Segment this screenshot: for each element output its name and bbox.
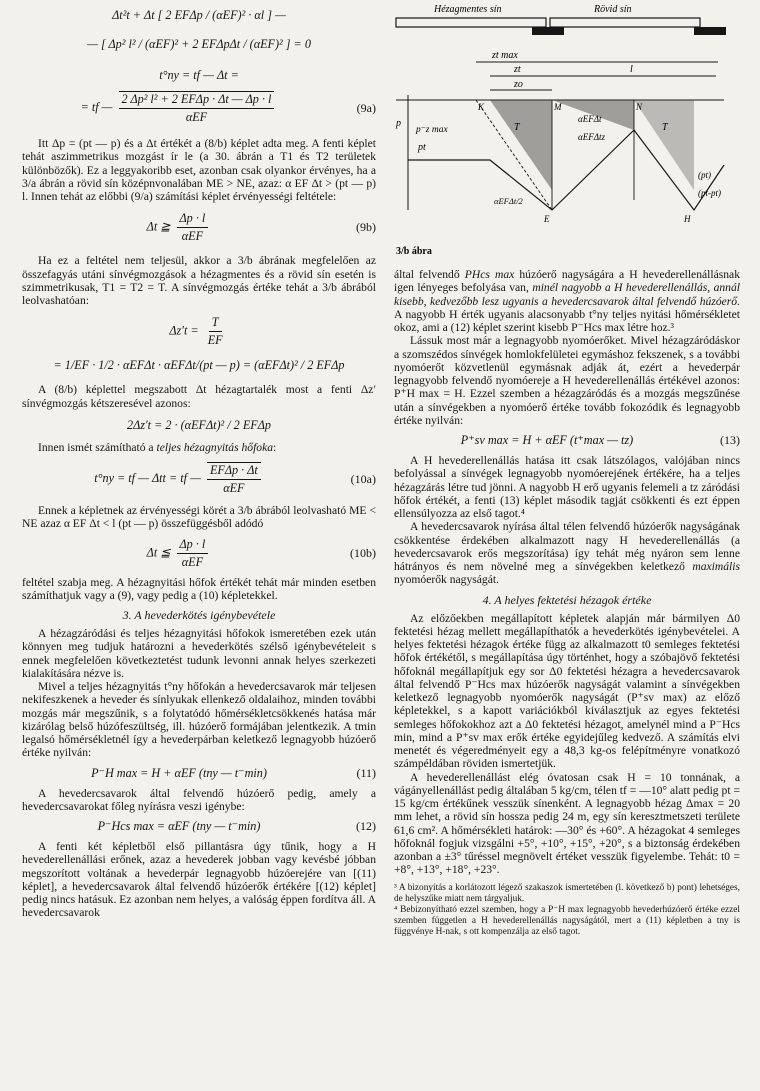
continuous-rail [396,18,546,27]
figure-caption: 3/b ábra [396,246,432,257]
equation-fraction [207,462,261,496]
paragraph: Itt Δp = (pt — p) és a Δt értékét a (8/b) képlet adta meg. A fenti képlet tehát aszimmetrikus mozgást ír le (a 30. ábrán a T1 és T2 területek különbözők). Ez a leggyakoribb eset, azonban csak olyankor érvényes, ha a 3/a ábrán a rövid sín középnvonalában ME > NE, azaz: α EF Δt > (pt — p) l. Innen tehát az előbbi (9/a) számítási képlet érvényességi feltétele: [22,137,376,203]
section-heading: 4. A helyes fektetési hézagok értéke [482,592,652,607]
equation-text: P⁺sv max = H + αEF (t⁺max — tz) [460,433,634,447]
equation-denominator: EF [207,333,223,348]
equation-2dz [22,418,376,433]
short-rail [550,18,700,27]
dimension-label: zo [514,79,523,90]
equation-lhs: t°ny = tf — Δtt = tf — [94,470,201,485]
paragraph: Ennek a képletnek az érvényességi körét a 3/b ábrából leolvasható ME < NE azaz α EF Δt < l (pt — p) összefüggésből adódó [22,504,376,531]
equation-text: 2Δz′t = 2 · (αEFΔt)² / 2 EFΔp [127,417,271,432]
paragraph [394,268,740,334]
footnote: ³ A bizonyítás a korlátozott légező szakaszok ismertetében (l. következő b) pont) lehetséges, de helyszűke miatt nem tárgyaljuk. [394,882,740,904]
figure-3b [394,0,740,262]
figure-label: (pt-pt) [698,188,721,198]
right-column [394,0,740,938]
equation-dz-expanded [22,358,376,373]
text: nyomóerők nagyságát. [394,573,499,587]
hatched-area [634,100,694,190]
fishplate [694,27,726,35]
dimension-label: zt [514,64,521,75]
emphasis-text: maximális [692,560,740,573]
figure-label: αEFΔt/2 [494,196,523,206]
figure-label: pt [418,142,426,153]
equation-text: Δt²t + Δt [ 2 EFΔp / (αEF)² · αl ] — [112,8,286,22]
equation-number: (9a) [356,100,376,115]
equation-denominator: αEF [181,554,204,569]
equation-9a [22,91,376,125]
equation-10a [22,462,376,496]
figure-label: αEFΔtz [578,132,606,142]
figure-label: T [514,122,520,133]
dimension-label: zt max [492,50,518,61]
emphasis-text: minél nagyobb a H hevederellenállás, annál kisebb, kedvezőbb lesz ugyanis a hevedercsavarok által felvendő húzóerő. [394,281,740,308]
equation-text: P⁻Hcs max = αEF (tny — t⁻min) [97,819,261,833]
figure-label: αEFΔt [578,114,602,124]
equation-top-line-2 [22,37,376,52]
paragraph: Lássuk most már a legnagyobb nyomóerőket. Mivel hézagzáródáskor a szomszédos sínvégek homlokfelületei egymáshoz fekszenek, s a további nyomóerőt közvetlenül egymásnak adják át, ezért a hevederpár legnagyobb felvendő nyomóereje a H hevederellenállás értékével azonos: P⁺H max = H. Ezzel szemben a hézagzáródás és a mozgás megszűnése után a sínvégekben a nyomóerő értéke tovább fokozódik és legnagyobb értéke nyilván: [394,334,740,427]
equation-9b [22,211,376,244]
equation-text: t°ny = tf — Δt = [159,68,239,82]
paragraph [394,520,740,586]
rail-label-short: Rövid sín [594,4,632,15]
dimension-label: l [630,64,633,75]
emphasis-text: PHcs max [464,268,515,281]
figure-label: p [396,118,401,129]
equation-number: (10a) [350,471,376,486]
equation-prefix: = tf — [80,99,113,114]
equation-lhs: Δt ≦ [146,544,171,559]
equation-denominator: αEF [223,481,245,495]
equation-9a-line-1 [22,68,376,83]
equation-11 [22,766,376,781]
text: Innen ismét számítható a [38,440,157,454]
paragraph: A hevedercsavarok által felvendő húzóerő pedig, amely a hevedercsavarokat főleg nyírásra veszi igénybe: [22,786,376,813]
equation-fraction [205,315,226,348]
paragraph: Az előzőekben megállapított képletek alapján már bármilyen Δ0 fektetési hézag mellett megállapíthatók a hevederkötés igénybevételei. A helyes fektetési hézagok értéke függ az alkalmazott t0 semleges fektetési hőfok értékétől, s megállapítása úgy történhet, hogy a szóbajövő fektetési hőfoknál megállapítjuk egy sor Δ0 fektetési hézagra a hevedercsavarok által felvendő P⁻Hcs max húzóerők nagyságát valamint a sínvégekben keletkező legnagyobb nyomóerők nagyságát (P⁺sv max) az előző képletekkel, s a kapott variációkból kiválasztjuk az egyes fektetési semleges hőfokokhoz azt a Δ0 fektetési hézagot, amelynél mind a P⁻Hcs min, mind a P⁺sv max erők értéke egyidejűleg kedvező. A számítás elvi menetét és végeredményeit egy a 48,3 kg-os felépítményre vonatkozó számpéldában röviden ismertetjük. [394,611,740,771]
figure-label: p⁻z max [416,125,448,135]
equation-root: 2 Δp² l² + 2 EFΔp · Δt — Δp · l [119,91,275,109]
text: A hevedercsavarok nyírása által télen felvendő húzóerők nagyságának csökkentése érdekében alkalmazott nagy H hevederellenállás (a hevedercsavarok erős megszorítása) így tehát még nyáron sem lenne hátrányos és nem növelné meg a sínvégekben keletkező [394,520,740,573]
equation-denominator: αEF [181,229,204,244]
figure-label: T [662,122,668,133]
text: : [273,440,277,454]
equation-number: (12) [356,819,376,833]
equation-dz [22,315,376,348]
equation-number: (11) [356,765,376,780]
paragraph: Ha ez a feltétel nem teljesül, akkor a 3/b ábrának megfelelően az összefagyás utáni sínvégmozgások a hézagmentes és a rövid sín esetén is szimmetrikusak, T1 = T2 = T. A sínvégmozgás értéke tehát a 3/b ábrából leolvashatóan: [22,254,376,307]
equation-numerator: Δp · l [177,537,209,554]
paragraph: A H hevederellenállás hatása itt csak látszólagos, valójában nincs befolyással a sínvégek legnagyobb nyomóerejének értékére, ha a teljes hézagzárás létre tud jönni. A nagyobb H erő ugyanis felemeli a tz záródási hőfok értékét, a fenti (13) képlet második tagját csökkenti és ezt éppen ellensúlyozza az első tagot.⁴ [394,454,740,520]
emphasis-text: teljes hézagnyitás hőfoka [156,440,274,454]
equation-denominator: αEF [185,110,208,124]
section-heading: 3. A hevederkötés igénybevétele [122,608,276,622]
equation-numerator: Δp · l [177,211,209,228]
figure-label: (pt) [698,170,711,180]
paragraph: A hézagzáródási és teljes hézagnyitási hőfokok ismeretében ezek után könnyen meg tudjuk határozni a hevederkötés szélső igénybevételeit s ennek megfelelően következtetést tudunk levonni annak helyes szerkezeti kialakítására nézve is. [22,627,376,680]
equation-fraction [177,211,209,244]
equation-fraction [177,537,209,570]
equation-text: — [ Δp² l² / (αEF)² + 2 EFΔpΔt / (αEF)² ] = 0 [87,37,311,51]
equation-12 [22,819,376,834]
fishplate [532,27,564,35]
equation-13 [394,433,740,448]
paragraph [22,441,376,454]
equation-10b [22,537,376,570]
paragraph: A fenti két képletből első pillantásra úgy tűnik, hogy a H hevederellenállási erőnek, azaz a hevederek jobban vagy kevésbé jóbban megszorított voltának a hevederpár legnagyobb húzóerejére van [(11) képlet], a hevedercsavarok által felvendő húzóerők értékére [(12) képlet] pedig nincs hatásuk. Ez azonban nem helyes, a valóság éppen fordítva áll. A hevedercsavarok [22,840,376,920]
equation-text: P⁻H max = H + αEF (tny — t⁻min) [91,765,267,780]
figure-label: E [544,214,550,224]
paragraph: A hevederellenállást elég óvatosan csak H = 10 tonnának, a vágányellenállást pedig általában 5 kg/cm, télen tf = —10° alatt pedig pt = 15 kg/cm értékűnek vesszük sínenként. A legnagyobb hézag Δmax = 20 mm lehet, a rövid sín hossza pedig 24 m, egy sín keresztmetszeti területe 61,6 cm². A hőmérsékleti határok: —30° és +60°. A hézagokat 4 semleges hőfoknál fogjuk vizsgálni +5°, +10°, +15°, +20°, s a biztonság érdekében azonban a ±3° tűréssel megnövelt értéket vesszük figyelembe. Tehát: t0 = +8°, +13°, +18°, +23°. [394,770,740,877]
rail-label-continuous: Hézagmentes sín [434,4,502,15]
equation-root: EFΔp · Δt [207,462,261,480]
equation-number: (10b) [350,545,376,560]
text: által felvendő [394,268,465,281]
paragraph: feltétel szabja meg. A hézagnyitási hőfok értékét tehát már minden esetben számíthatjuk vagy a (9), vagy pedig a (10) képletekkel. [22,575,376,602]
equation-lhs: Δz′t = [169,323,199,338]
equation-lhs: Δt ≧ [146,219,171,234]
hatched-area [490,100,552,190]
figure-label: K [478,102,485,112]
left-column [22,0,376,920]
text: A nagyobb H érték ugyanis alacsonyabb t°ny teljes nyitási hőmérsékletet okoz, ami a (12) képlet szerint kisebb P⁻Hcs max létre hoz.³ [394,307,740,334]
equation-number: (9b) [356,220,376,235]
equation-text: = 1/EF · 1/2 · αEFΔt · αEFΔt/(pt — p) = (αEFΔt)² / 2 EFΔp [53,358,345,373]
text: húzóerő nagyságára a H hevederellenállásnak igen lényeges befolyása van, [394,268,740,295]
figure-label: M [554,102,562,112]
equation-number: (13) [720,433,740,447]
equation-numerator: T [209,315,222,332]
figure-label: H [684,214,691,224]
paragraph: A (8/b) képlettel megszabott Δt hézagtartalék most a fenti Δz′ sínvégmozgás kétszeresével azonos: [22,383,376,410]
footnote: ⁴ Bebizonyítható ezzel szemben, hogy a P⁻H max legnagyobb hevederhúzóerő értéke ezzel szemben független a H hevederellenállás nagyságától, mert a (11) képletben a tny is függvénye H-nak, s ott kompenzálja az első tagot. [394,904,740,937]
figure-label: N [636,102,643,112]
equation-top-line-1 [22,8,376,23]
paragraph: Mivel a teljes hézagnyitás t°ny hőfokán a hevedercsavarok már teljesen nekifeszkenek a heveder és sínlyukak ellenkező oldalaihoz, minden további mozgás már megszűnik, s a folytatódó hőmérsékletcsökkenés hatása már kizárólag belső húzófeszültség, ill. húzóerő formájában jelentkezik. A tmin legalsó hőmérsékletnél így a hevederpárban keletkező legnagyobb húzóerő értéke nyilván: [22,680,376,760]
equation-fraction [119,91,275,125]
